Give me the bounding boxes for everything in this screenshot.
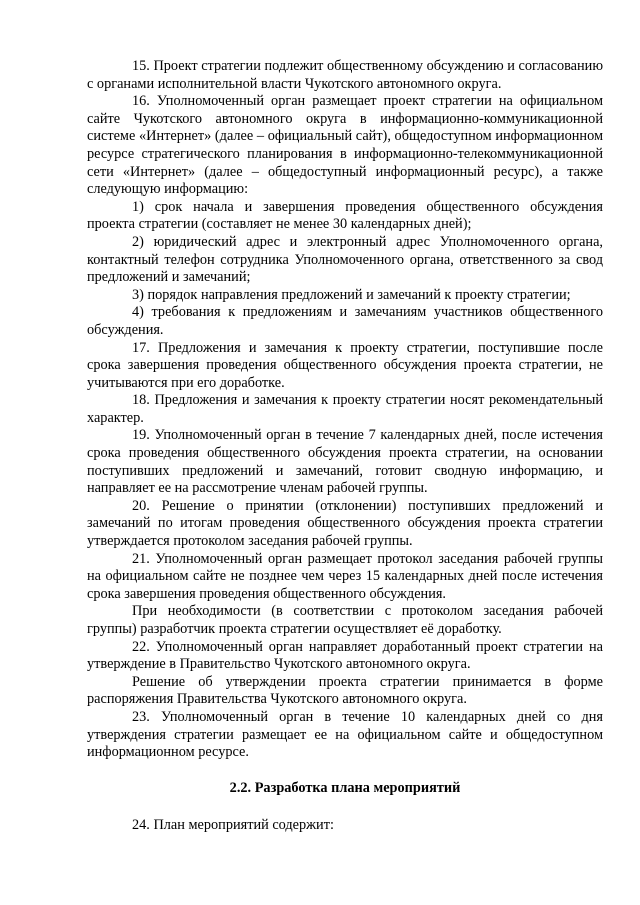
paragraph-16: 16. Уполномоченный орган размещает проект стратегии на официальном сайте Чукотского автономного округа в информационно-коммуникационной системе «Интернет» (далее – официальный сайт), общедоступном информационном ресурсе стратегического планирования в информационно-телекоммуникационной сети «Интернет» (далее – общедоступный информационный ресурс), а также следующую информацию: — [87, 93, 603, 198]
section-heading: 2.2. Разработка плана мероприятий — [229, 779, 461, 796]
paragraph-20: 20. Решение о принятии (отклонении) поступивших предложений и замечаний по итогам проведения общественного обсуждения проекта стратегии утверждается протоколом заседания рабочей группы. — [87, 497, 603, 550]
paragraph-21: 21. Уполномоченный орган размещает протокол заседания рабочей группы на официальном сайте не позднее чем через 15 календарных дней после истечения срока завершения проведения общественного обсуждения. — [87, 550, 603, 602]
paragraph-22: 22. Уполномоченный орган направляет доработанный проект стратегии на утверждение в Правительство Чукотского автономного округа. — [87, 638, 603, 673]
paragraph-17: 17. Предложения и замечания к проекту стратегии, поступившие после срока завершения проведения общественного обсуждения проекта стратегии, не учитываются при его доработке. — [87, 339, 603, 391]
list-item-1: 1) срок начала и завершения проведения общественного обсуждения проекта стратегии (составляет не менее 30 календарных дней); — [87, 198, 603, 233]
list-item-2: 2) юридический адрес и электронный адрес Уполномоченного органа, контактный телефон сотрудника Уполномоченного органа, ответственного за свод предложений и замечаний; — [87, 233, 603, 286]
paragraphs-part2 — [87, 817, 603, 835]
paragraph-15: 15. Проект стратегии подлежит общественному обсуждению и согласованию с органами исполнительной власти Чукотского автономного округа. — [87, 58, 603, 92]
paragraphs-part1 — [87, 58, 603, 762]
paragraph-22-note: Решение об утверждении проекта стратегии принимается в форме распоряжения Правительства Чукотского автономного округа. — [87, 673, 603, 708]
paragraph-19: 19. Уполномоченный орган в течение 7 календарных дней, после истечения срока проведения общественного обсуждения проекта стратегии, на основании поступивших предложений и замечаний, готовит сводную информацию, и направляет ее на рассмотрение членам рабочей группы. — [87, 427, 603, 497]
list-item-3: 3) порядок направления предложений и замечаний к проекту стратегии; — [132, 286, 571, 303]
paragraph-24: 24. План мероприятий содержит: — [132, 817, 334, 834]
paragraph-23: 23. Уполномоченный орган в течение 10 календарных дней со дня утверждения стратегии размещает ее на официальном сайте и общедоступном информационном ресурсе. — [87, 708, 603, 761]
paragraph-18: 18. Предложения и замечания к проекту стратегии носят рекомендательный характер. — [87, 392, 603, 426]
list-item-4: 4) требования к предложениям и замечаниям участников общественного обсуждения. — [87, 304, 603, 338]
paragraph-21-note: При необходимости (в соответствии с протоколом заседания рабочей группы) разработчик проекта стратегии осуществляет её доработку. — [87, 603, 603, 637]
document-page — [87, 58, 603, 835]
